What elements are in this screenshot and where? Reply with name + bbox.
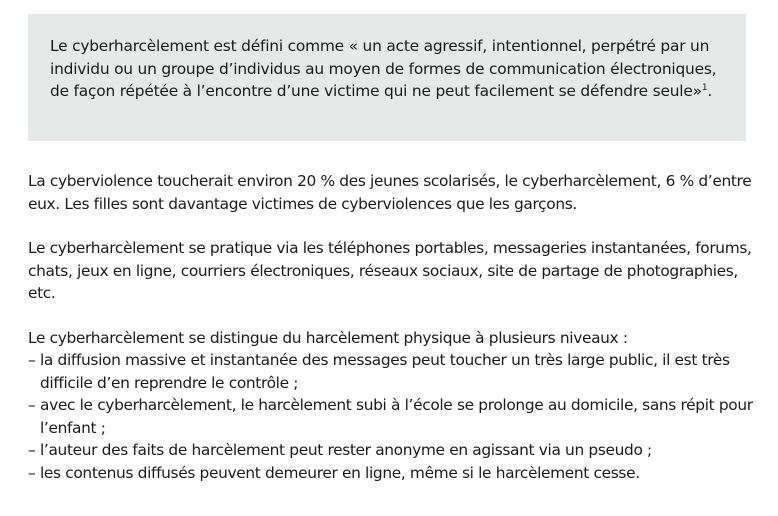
dash-marker: –: [28, 441, 36, 459]
statistics-paragraph: La cyberviolence toucherait environ 20 % des jeunes scolarisés, le cyberharcèlement, 6 % d’entre eux. Les filles sont davantage victimes de cyberviolences que les garçons.: [28, 172, 752, 213]
list-item: [28, 349, 758, 394]
list-item-text: l’auteur des faits de harcèlement peut rester anonyme en agissant via un pseudo ;: [40, 441, 652, 459]
dash-marker: –: [28, 463, 36, 482]
list-item: [28, 394, 758, 439]
definition-text: Le cyberharcèlement est défini comme « un acte agressif, intentionnel, perpétré par un individu ou un groupe d’individus au moyen de formes de communication électroniques, de façon répétée à l’encontre d’une victime qui ne peut facilement se défendre seule»: [50, 37, 717, 100]
distinction-intro-paragraph: Le cyberharcèlement se distingue du harcèlement physique à plusieurs niveaux :: [28, 329, 628, 347]
dash-marker: –: [28, 351, 36, 369]
definition-callout: [28, 14, 746, 141]
list-item-text: la diffusion massive et instantanée des messages peut toucher un très large public, il est très difficile d’en reprendre le contrôle ;: [40, 351, 730, 392]
channels-paragraph: Le cyberharcèlement se pratique via les téléphones portables, messageries instantanées, forums, chats, jeux en ligne, courriers électroniques, réseaux sociaux, site de partage de photographies, etc.: [28, 239, 752, 302]
footnote-reference[interactable]: 1: [701, 83, 708, 93]
list-item-text: avec le cyberharcèlement, le harcèlement subi à l’école se prolonge au domicile, sans répit pour l’enfant ;: [40, 396, 753, 437]
list-item: [28, 439, 758, 462]
definition-end: .: [707, 82, 713, 100]
list-item: [28, 462, 758, 485]
distinction-list: [28, 349, 758, 484]
dash-marker: –: [28, 396, 36, 414]
list-item-text: les contenus diffusés peuvent demeurer en ligne, même si le harcèlement cesse.: [40, 463, 640, 482]
